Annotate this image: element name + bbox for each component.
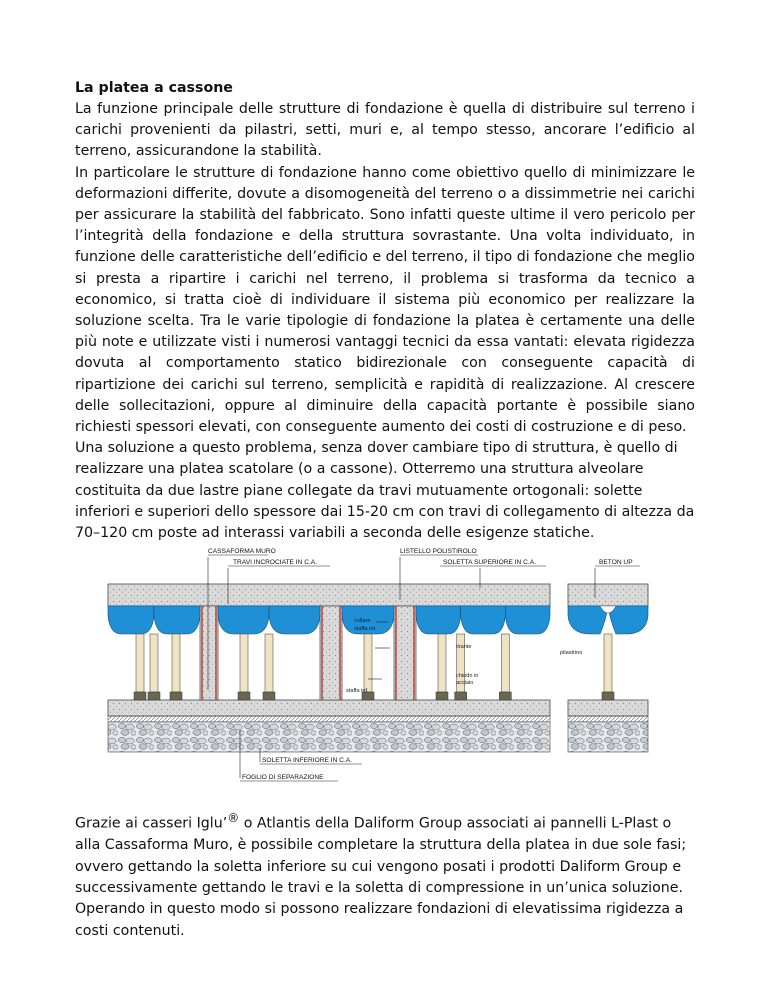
dome-3-1	[461, 606, 506, 634]
detail-dome-left	[568, 606, 608, 634]
dome-0-0	[108, 606, 154, 634]
label-soletta-superiore: SOLETTA SUPERIORE IN C.A.	[443, 559, 536, 566]
section-title: La platea a cassone	[75, 80, 233, 96]
document-body	[75, 78, 695, 544]
label-cassaforma-muro: CASSAFORMA MURO	[208, 548, 276, 555]
pillar-edge-3	[438, 634, 446, 692]
label-staffa-inf: staffa inf.	[346, 688, 369, 694]
dome-3-2	[505, 606, 550, 634]
label-soletta-inferiore: SOLETTA INFERIORE IN C.A.	[262, 757, 353, 764]
label-pilastrino: pilastrino	[560, 650, 583, 656]
label-chiodo: chiodo in	[456, 673, 479, 679]
label-collare: collare	[354, 618, 371, 624]
registered-mark: ®	[227, 811, 240, 825]
label-travi-incrociate: TRAVI INCROCIATE IN C.A.	[233, 559, 318, 566]
closing-text-before: Grazie ai casseri Iglu’	[75, 815, 228, 832]
pillar-0-1	[150, 634, 158, 692]
pillar-edge-1	[240, 634, 248, 692]
pillar-edge-2	[364, 634, 372, 692]
pillar-1-1	[265, 634, 273, 692]
pillar-a-0	[136, 634, 144, 692]
label-foglio: FOGLIO DI SEPARAZIONE	[242, 774, 324, 781]
closing-text-after: o Atlantis della Daliform Group associati ai pannelli L-Plast o alla Cassaforma Muro, è possibile completare la struttura della platea in due sole fasi; ovvero gettando la soletta inferiore su cui vengono posati i prodotti Daliform Group e successivamente gettando le travi e la soletta di compressione in un’unica soluzione. Operando in questo modo si possono realizzare fondazioni di elevatissima rigidezza a costi contenuti.	[75, 815, 687, 939]
detail-dome-right	[608, 606, 648, 634]
paragraph-1: La funzione principale delle strutture di fondazione è quella di distribuire sul terreno i carichi provenienti da pilastri, setti, muri e, al tempo stesso, ancorare l’edificio al terreno, assicurandone la stabilità.	[75, 101, 695, 160]
iglu-domes	[108, 606, 648, 634]
dome-1-1	[269, 606, 320, 634]
label-staffa-int: staffa int.	[354, 626, 377, 632]
paragraph-3: Una soluzione a questo problema, senza dover cambiare tipo di struttura, è quello di realizzare una platea scatolare (o a cassone). Otterremo una struttura alveolare costituita da due lastre piane collegate da travi mutuamente ortogonali: solette inferiori e superiori dello spessore dai 15-20 cm con travi di collegamento di altezza da 70–120 cm poste ad interassi variabili a seconda delle esigenze statiche.	[75, 440, 695, 542]
dome-3-0	[416, 606, 461, 634]
diagram-svg	[100, 540, 660, 785]
foundation-diagram	[100, 540, 660, 785]
dome-0-1	[154, 606, 200, 634]
label-listello: LISTELLO POLISTIROLO	[400, 548, 477, 555]
pillar-a-1	[172, 634, 180, 692]
pillar-3-2	[501, 634, 509, 692]
detail-pillar	[604, 634, 612, 692]
label-tirante: tirante	[456, 644, 472, 650]
closing-paragraph	[75, 808, 695, 942]
label-beton-up: BETON UP	[599, 559, 633, 566]
dome-1-0	[218, 606, 269, 634]
closing-paragraph-block	[75, 808, 695, 942]
paragraph-2: In particolare le strutture di fondazione hanno come obiettivo quello di minimizzare le deformazioni differite, dovute a disomogeneità del terreno o a dissimmetrie nei carichi per assicurare la stabilità del fabbricato. Sono infatti queste ultime il vero pericolo per l’integrità della fondazione e della struttura sovrastante. Una volta individuato, in funzione delle caratteristiche dell’edificio e del terreno, il tipo di fondazione che meglio si presta a ripartire i carichi nel terreno, il problema si trasforma da tecnico a economico, si tratta cioè di individuare il sistema più economico per realizzare la soluzione scelta. Tra le varie tipologie di fondazione la platea è certamente una delle più note e utilizzate visti i numerosi vantaggi tecnici da essa vantati: elevata rigidezza dovuta al comportamento statico bidirezionale con conseguente capacità di ripartizione dei carichi sul terreno, semplicità e rapidità di realizzazione. Al crescere delle sollecitazioni, oppure al diminuire della capacità portante è possibile siano richiesti spessori elevati, con conseguente aumento dei costi di costruzione e di peso.	[75, 164, 695, 436]
label-acciaio: acciaio	[456, 680, 474, 686]
